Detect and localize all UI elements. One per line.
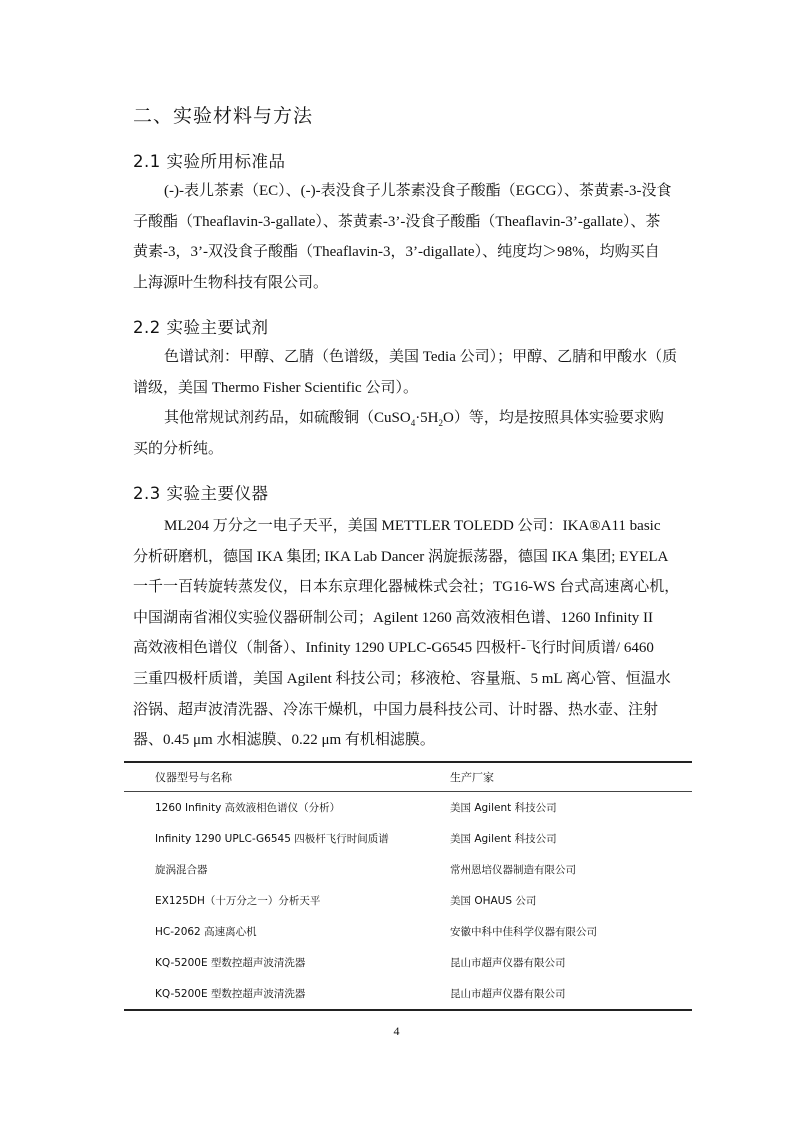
paragraph-line: 高效液相色谱仪（制备）、Infinity 1290 UPLC-G6545 四极杆-飞行时间质谱/ 6460 <box>133 640 654 657</box>
paragraph-line: 谱级，美国 Thermo Fisher Scientific 公司）。 <box>133 379 418 396</box>
manufacturer-cell: 安徽中科中佳科学仪器有限公司 <box>450 926 597 938</box>
reagents-paragraph <box>133 342 699 464</box>
manufacturer-cell: 昆山市超声仪器有限公司 <box>450 988 566 1000</box>
section-title: 二、实验材料与方法 <box>133 105 314 127</box>
instrument-cell: HC-2062 高速离心机 <box>155 926 257 938</box>
manufacturer-cell: 常州恩培仪器制造有限公司 <box>450 864 576 876</box>
subsection-heading-2-1: 2.1 实验所用标准品 <box>133 152 286 171</box>
instrument-cell: 旋涡混合器 <box>155 864 208 876</box>
table-row <box>124 947 692 978</box>
manufacturer-cell: 昆山市超声仪器有限公司 <box>450 957 566 969</box>
table-row <box>124 792 692 823</box>
instrument-cell: KQ-5200E 型数控超声波清洗器 <box>155 957 306 969</box>
instrument-cell: EX125DH（十万分之一）分析天平 <box>155 895 321 907</box>
instruments-paragraph <box>133 511 699 756</box>
paragraph-line: 上海源叶生物科技有限公司。 <box>133 274 329 291</box>
paragraph-line: 器、0.45 μm 水相滤膜、0.22 μm 有机相滤膜。 <box>133 732 435 749</box>
instrument-cell: Infinity 1290 UPLC-G6545 四极杆飞行时间质谱 <box>155 833 389 845</box>
manufacturer-cell: 美国 Agilent 科技公司 <box>450 833 557 845</box>
paragraph-line: 分析研磨机，德国 IKA 集团; IKA Lab Dancer 涡旋振荡器，德国 IKA 集团; EYELA <box>133 548 669 565</box>
paragraph-line: (-)-表儿茶素（EC）、(-)-表没食子儿茶素没食子酸酯（EGCG）、茶黄素-3-没食 <box>164 183 672 199</box>
subsection-heading-2-2: 2.2 实验主要试剂 <box>133 318 269 337</box>
instrument-cell: KQ-5200E 型数控超声波清洗器 <box>155 988 306 1000</box>
paragraph-line: 三重四极杆质谱，美国 Agilent 科技公司；移液枪、容量瓶、5 mL 离心管、恒温水 <box>133 670 671 687</box>
header-instrument: 仪器型号与名称 <box>155 771 232 784</box>
paragraph-line: ML204 万分之一电子天平，美国 METTLER TOLEDD 公司：IKA®A11 basic <box>164 518 661 534</box>
paragraph-line: 一千一百转旋转蒸发仪，日本东京理化器械株式会社；TG16-WS 台式高速离心机， <box>133 579 680 596</box>
manufacturer-cell: 美国 OHAUS 公司 <box>450 895 537 907</box>
paragraph-line: 买的分析纯。 <box>133 440 224 457</box>
table-row <box>124 978 692 1009</box>
paragraph-line: 子酸酯（Theaflavin-3-gallate）、茶黄素-3’-没食子酸酯（Theaflavin-3’-gallate）、茶 <box>133 213 661 230</box>
text-segment: 其他常规试剂药品，如硫酸铜（CuSO <box>164 410 411 427</box>
subsection-heading-2-3: 2.3 实验主要仪器 <box>133 484 269 503</box>
paragraph-line: 黄素-3，3’-双没食子酸酯（Theaflavin-3，3’-digallate）、纯度均＞98%，均购买自 <box>133 244 660 261</box>
table-row <box>124 854 692 885</box>
page-number: 4 <box>393 1024 400 1038</box>
standards-paragraph <box>133 176 699 298</box>
manufacturer-cell: 美国 Agilent 科技公司 <box>450 802 557 814</box>
table-row <box>124 885 692 916</box>
table-row <box>124 823 692 854</box>
paragraph-line: 中国湖南省湘仪实验仪器研制公司；Agilent 1260 高效液相色谱、1260 Infinity II <box>133 609 653 626</box>
instruments-table <box>124 761 692 1011</box>
paragraph-line: 浴锅、超声波清洗器、冷冻干燥机，中国力晨科技公司、计时器、热水壶、注射 <box>133 701 659 718</box>
paragraph-line <box>133 403 699 434</box>
table-row <box>124 916 692 947</box>
subscript: 4 <box>410 418 416 429</box>
header-manufacturer: 生产厂家 <box>450 771 494 784</box>
table-header <box>124 763 692 792</box>
text-segment: O）等，均是按照具体实验要求购 <box>443 410 664 427</box>
paragraph-line: 色谱试剂：甲醇、乙腈（色谱级，美国 Tedia 公司）；甲醇、乙腈和甲酸水（质 <box>164 349 678 365</box>
instrument-cell: 1260 Infinity 高效液相色谱仪（分析） <box>155 802 341 814</box>
text-segment: ·5H <box>415 410 439 427</box>
subscript: 2 <box>438 418 444 429</box>
